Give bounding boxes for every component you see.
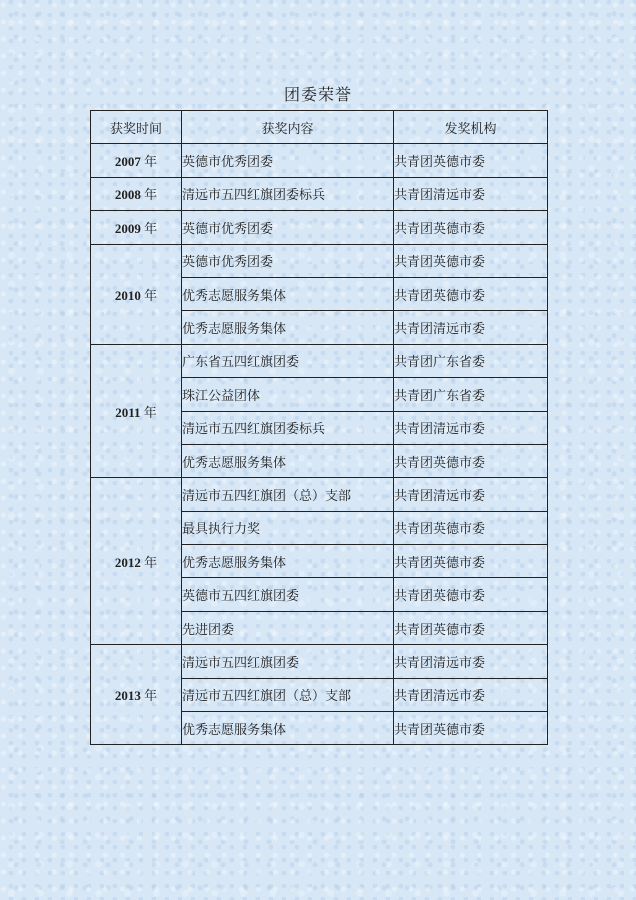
table-row — [91, 478, 548, 511]
award-content-cell: 优秀志愿服务集体 — [182, 545, 394, 578]
award-year-suffix: 年 — [144, 554, 158, 570]
award-year: 2013 — [114, 688, 141, 704]
award-year-suffix: 年 — [144, 154, 158, 170]
award-year-suffix: 年 — [144, 287, 158, 303]
award-year: 2012 — [114, 554, 141, 570]
awarding-body-cell: 共青团清远市委 — [394, 678, 548, 711]
awarding-body-cell: 共青团英德市委 — [394, 511, 548, 544]
award-content-cell: 珠江公益团体 — [182, 378, 394, 411]
header-award-time: 获奖时间 — [91, 111, 182, 144]
awarding-body-cell: 共青团英德市委 — [394, 611, 548, 644]
award-year-suffix: 年 — [143, 404, 157, 420]
awarding-body-cell: 共青团英德市委 — [394, 545, 548, 578]
award-year-cell — [91, 211, 182, 244]
header-award-content: 获奖内容 — [182, 111, 394, 144]
table-header-row — [91, 111, 548, 144]
awarding-body-cell: 共青团英德市委 — [394, 578, 548, 611]
award-content-cell: 清远市五四红旗团（总）支部 — [182, 678, 394, 711]
award-year-cell — [91, 344, 182, 478]
award-content-cell: 英德市五四红旗团委 — [182, 578, 394, 611]
award-content-cell: 英德市优秀团委 — [182, 244, 394, 277]
award-year-cell — [91, 177, 182, 210]
award-content-cell: 优秀志愿服务集体 — [182, 277, 394, 310]
awarding-body-cell: 共青团英德市委 — [394, 712, 548, 745]
award-year: 2007 — [114, 154, 141, 170]
award-year: 2009 — [114, 220, 141, 236]
award-content-cell: 先进团委 — [182, 611, 394, 644]
award-year-cell — [91, 244, 182, 344]
award-year: 2008 — [114, 187, 141, 203]
award-year-cell — [91, 144, 182, 177]
award-year: 2011 — [115, 404, 141, 420]
award-content-cell: 英德市优秀团委 — [182, 144, 394, 177]
honors-table-body — [91, 144, 548, 745]
award-content-cell: 优秀志愿服务集体 — [182, 311, 394, 344]
award-year-suffix: 年 — [144, 688, 158, 704]
awarding-body-cell: 共青团清远市委 — [394, 177, 548, 210]
award-year-suffix: 年 — [144, 220, 158, 236]
table-row — [91, 211, 548, 244]
award-content-cell: 清远市五四红旗团（总）支部 — [182, 478, 394, 511]
award-year: 2010 — [114, 287, 141, 303]
table-row — [91, 177, 548, 210]
award-content-cell: 广东省五四红旗团委 — [182, 344, 394, 377]
awarding-body-cell: 共青团英德市委 — [394, 244, 548, 277]
awarding-body-cell: 共青团英德市委 — [394, 444, 548, 477]
awarding-body-cell: 共青团清远市委 — [394, 478, 548, 511]
awarding-body-cell: 共青团清远市委 — [394, 645, 548, 678]
awarding-body-cell: 共青团英德市委 — [394, 211, 548, 244]
award-content-cell: 清远市五四红旗团委标兵 — [182, 411, 394, 444]
awarding-body-cell: 共青团广东省委 — [394, 344, 548, 377]
award-year-cell — [91, 645, 182, 745]
table-row — [91, 144, 548, 177]
award-year-cell — [91, 478, 182, 645]
awarding-body-cell: 共青团英德市委 — [394, 144, 548, 177]
honors-table — [90, 110, 548, 745]
award-content-cell: 英德市优秀团委 — [182, 211, 394, 244]
award-content-cell: 优秀志愿服务集体 — [182, 712, 394, 745]
table-row — [91, 645, 548, 678]
page-title: 团委荣誉 — [283, 85, 352, 104]
award-content-cell: 清远市五四红旗团委标兵 — [182, 177, 394, 210]
award-content-cell: 清远市五四红旗团委 — [182, 645, 394, 678]
award-content-cell: 优秀志愿服务集体 — [182, 444, 394, 477]
table-row — [91, 244, 548, 277]
header-awarding-body: 发奖机构 — [394, 111, 548, 144]
awarding-body-cell: 共青团广东省委 — [394, 378, 548, 411]
table-row — [91, 344, 548, 377]
awarding-body-cell: 共青团清远市委 — [394, 311, 548, 344]
award-content-cell: 最具执行力奖 — [182, 511, 394, 544]
awarding-body-cell: 共青团清远市委 — [394, 411, 548, 444]
award-year-suffix: 年 — [144, 187, 158, 203]
awarding-body-cell: 共青团英德市委 — [394, 277, 548, 310]
